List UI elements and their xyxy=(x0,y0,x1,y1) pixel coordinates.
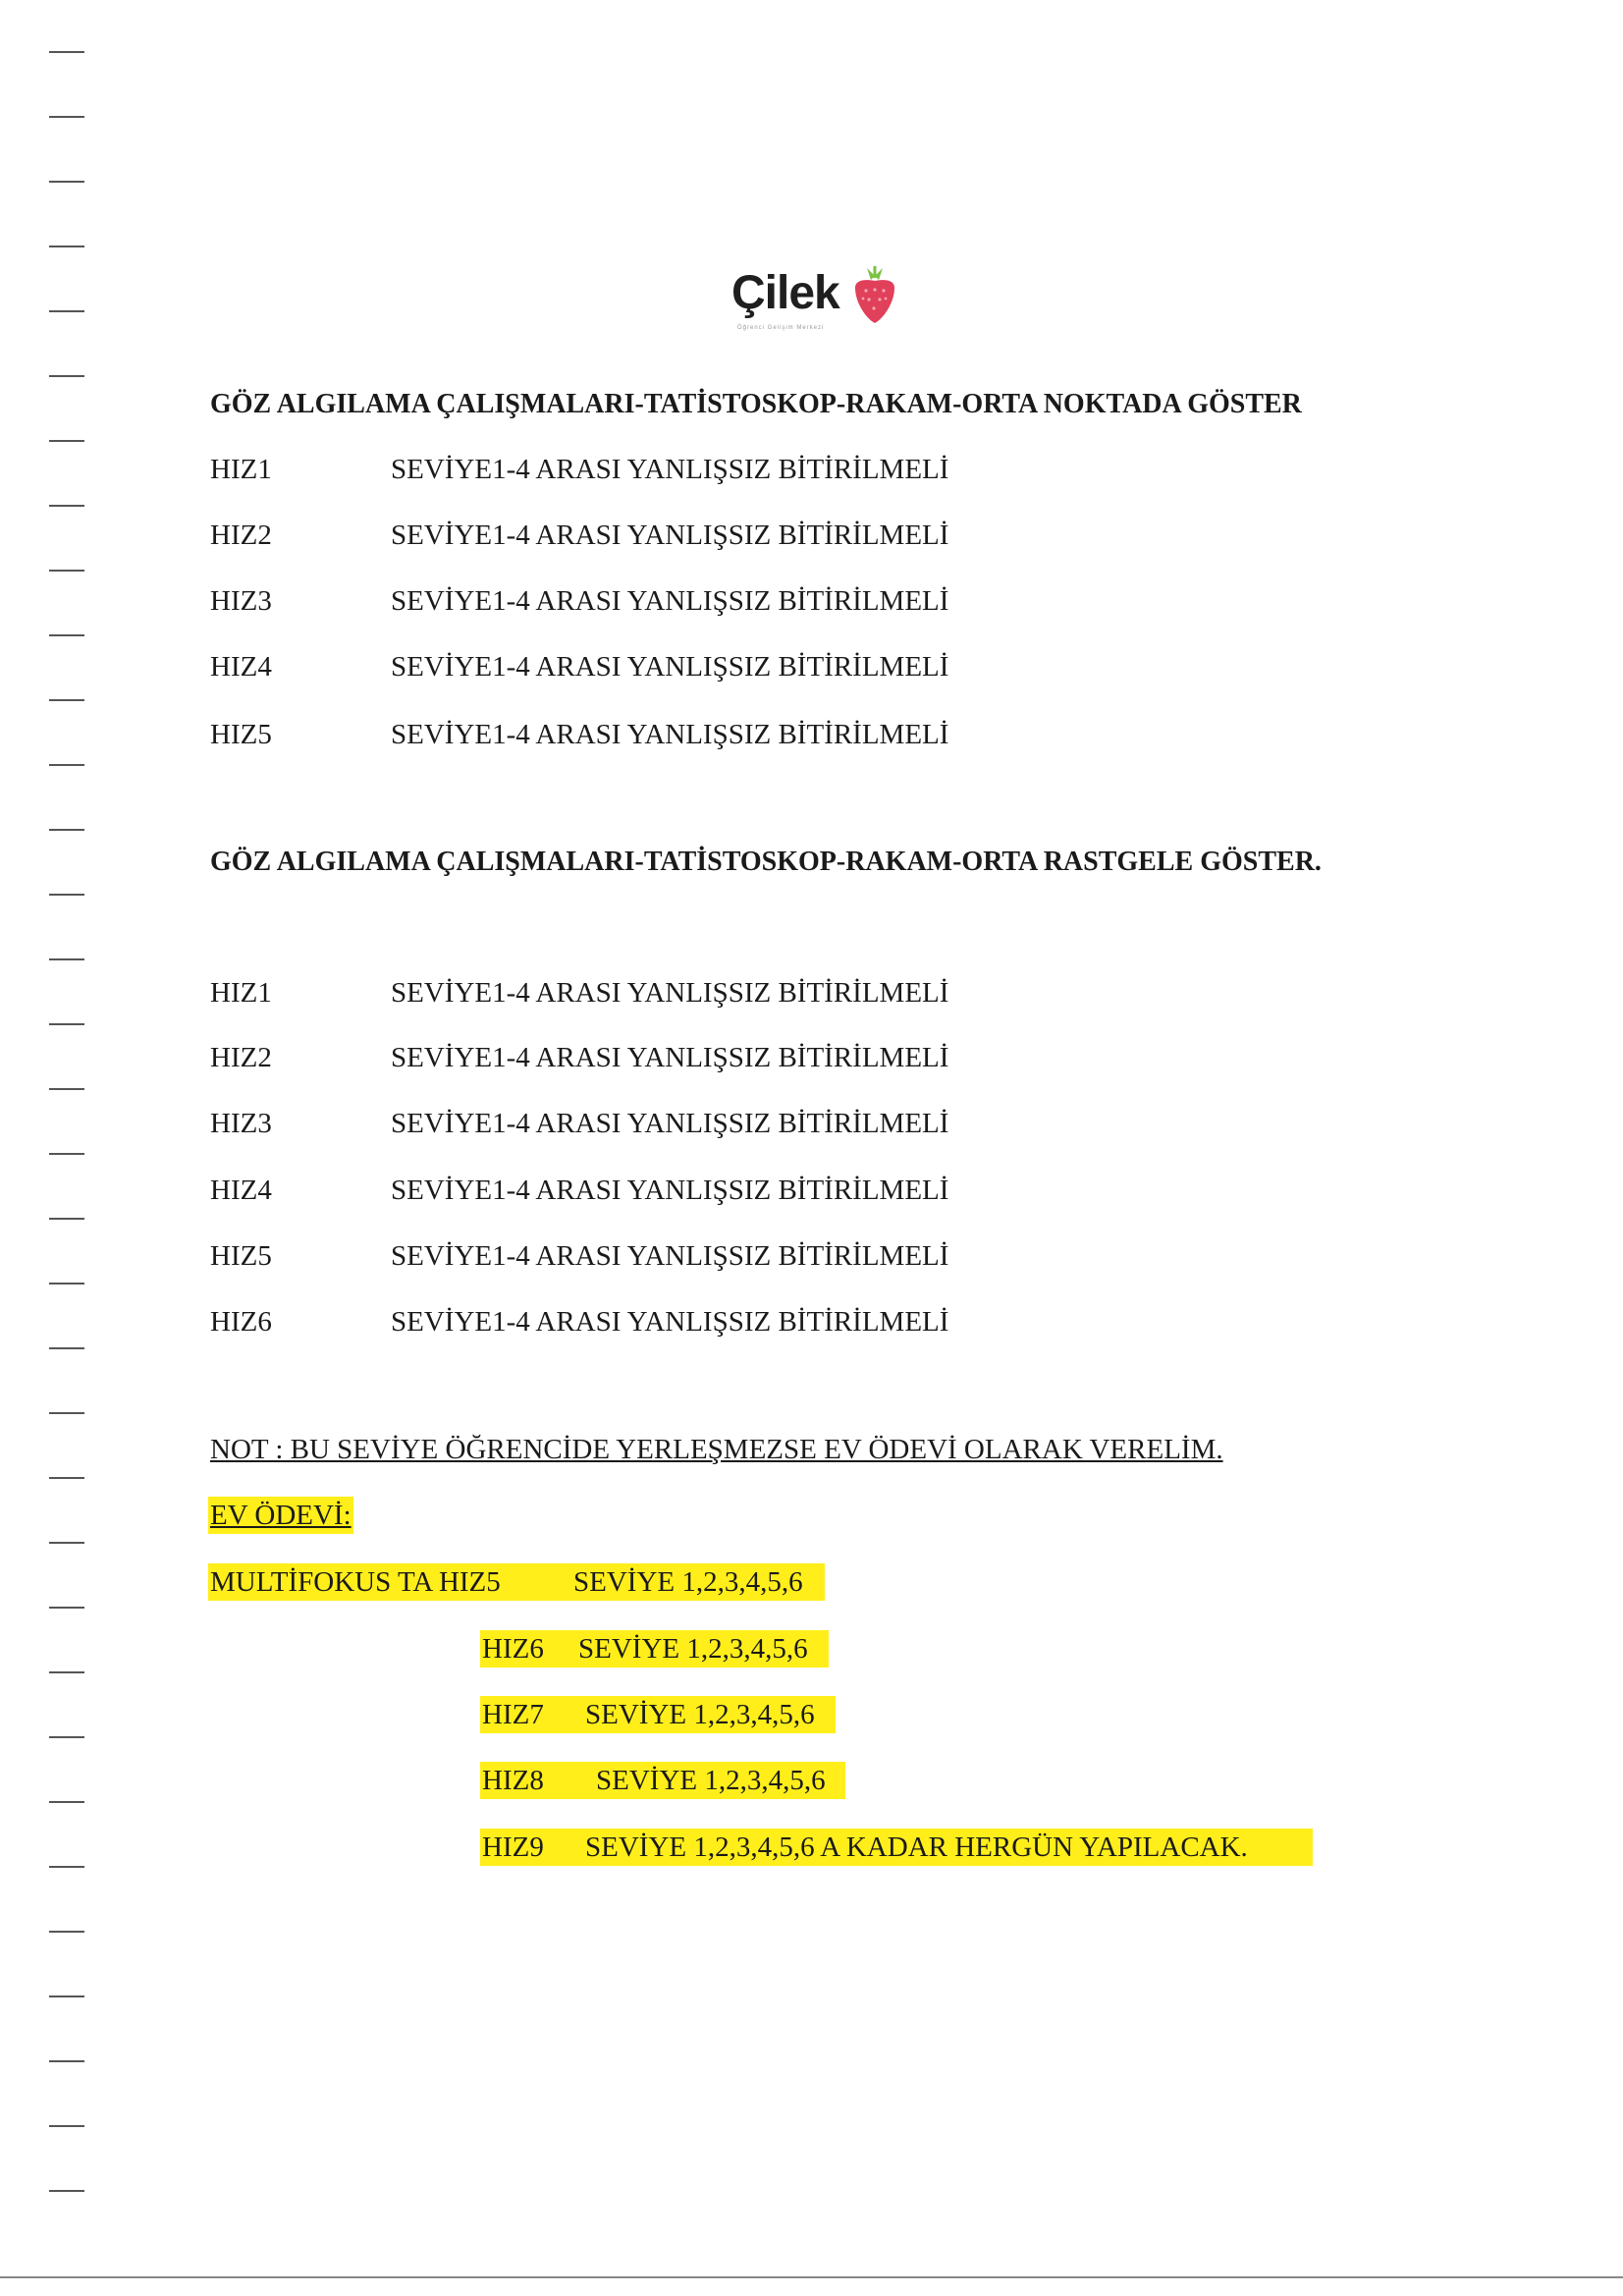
homework-levels: SEVİYE 1,2,3,4,5,6 A KADAR HERGÜN YAPILACAK. xyxy=(585,1831,1248,1863)
homework-levels: SEVİYE 1,2,3,4,5,6 xyxy=(585,1699,815,1730)
speed-label: HIZ3 xyxy=(210,1108,272,1139)
speed-instruction: SEVİYE1-4 ARASI YANLIŞSIZ BİTİRİLMELİ xyxy=(391,1306,949,1338)
homework-title: EV ÖDEVİ: xyxy=(208,1497,353,1534)
section1-heading: GÖZ ALGILAMA ÇALIŞMALARI-TATİSTOSKOP-RAKAM-ORTA NOKTADA GÖSTER xyxy=(210,389,1302,419)
binder-margin-marks xyxy=(49,0,84,2296)
logo-tagline: Öğrenci Gelişim Merkezi xyxy=(737,325,825,331)
speed-label: HIZ2 xyxy=(210,1042,272,1073)
homework-speed: HIZ6 xyxy=(482,1633,544,1665)
speed-label: HIZ5 xyxy=(210,719,272,750)
speed-instruction: SEVİYE1-4 ARASI YANLIŞSIZ BİTİRİLMELİ xyxy=(391,1108,949,1139)
homework-item xyxy=(480,1829,1313,1866)
strawberry-icon xyxy=(849,266,900,327)
speed-instruction: SEVİYE1-4 ARASI YANLIŞSIZ BİTİRİLMELİ xyxy=(391,977,949,1009)
homework-item xyxy=(480,1696,836,1733)
speed-instruction: SEVİYE1-4 ARASI YANLIŞSIZ BİTİRİLMELİ xyxy=(391,454,949,485)
speed-instruction: SEVİYE1-4 ARASI YANLIŞSIZ BİTİRİLMELİ xyxy=(391,1042,949,1073)
speed-label: HIZ4 xyxy=(210,651,272,683)
homework-levels: SEVİYE 1,2,3,4,5,6 xyxy=(578,1633,808,1665)
speed-label: HIZ1 xyxy=(210,977,272,1009)
speed-label: HIZ5 xyxy=(210,1240,272,1272)
homework-note: NOT : BU SEVİYE ÖĞRENCİDE YERLEŞMEZSE EV ÖDEVİ OLARAK VERELİM. xyxy=(210,1434,1223,1465)
homework-speed: HIZ9 xyxy=(482,1831,544,1863)
homework-first-label: MULTİFOKUS TA HIZ5 xyxy=(210,1566,501,1598)
speed-label: HIZ3 xyxy=(210,585,272,617)
speed-instruction: SEVİYE1-4 ARASI YANLIŞSIZ BİTİRİLMELİ xyxy=(391,585,949,617)
speed-label: HIZ6 xyxy=(210,1306,272,1338)
homework-speed: HIZ7 xyxy=(482,1699,544,1730)
speed-instruction: SEVİYE1-4 ARASI YANLIŞSIZ BİTİRİLMELİ xyxy=(391,651,949,683)
homework-item xyxy=(480,1762,845,1799)
speed-instruction: SEVİYE1-4 ARASI YANLIŞSIZ BİTİRİLMELİ xyxy=(391,719,949,750)
homework-speed: HIZ8 xyxy=(482,1765,544,1796)
homework-levels: SEVİYE 1,2,3,4,5,6 xyxy=(596,1765,826,1796)
speed-instruction: SEVİYE1-4 ARASI YANLIŞSIZ BİTİRİLMELİ xyxy=(391,519,949,551)
section2-heading: GÖZ ALGILAMA ÇALIŞMALARI-TATİSTOSKOP-RAKAM-ORTA RASTGELE GÖSTER. xyxy=(210,847,1322,877)
logo-wordmark: Çilek xyxy=(731,267,839,319)
page-bottom-edge xyxy=(0,2276,1623,2278)
homework-item-first xyxy=(208,1563,825,1601)
speed-label: HIZ4 xyxy=(210,1175,272,1206)
speed-instruction: SEVİYE1-4 ARASI YANLIŞSIZ BİTİRİLMELİ xyxy=(391,1240,949,1272)
speed-label: HIZ2 xyxy=(210,519,272,551)
cilek-logo xyxy=(731,260,908,339)
speed-label: HIZ1 xyxy=(210,454,272,485)
speed-instruction: SEVİYE1-4 ARASI YANLIŞSIZ BİTİRİLMELİ xyxy=(391,1175,949,1206)
homework-first-levels: SEVİYE 1,2,3,4,5,6 xyxy=(573,1566,803,1598)
homework-item xyxy=(480,1630,829,1667)
